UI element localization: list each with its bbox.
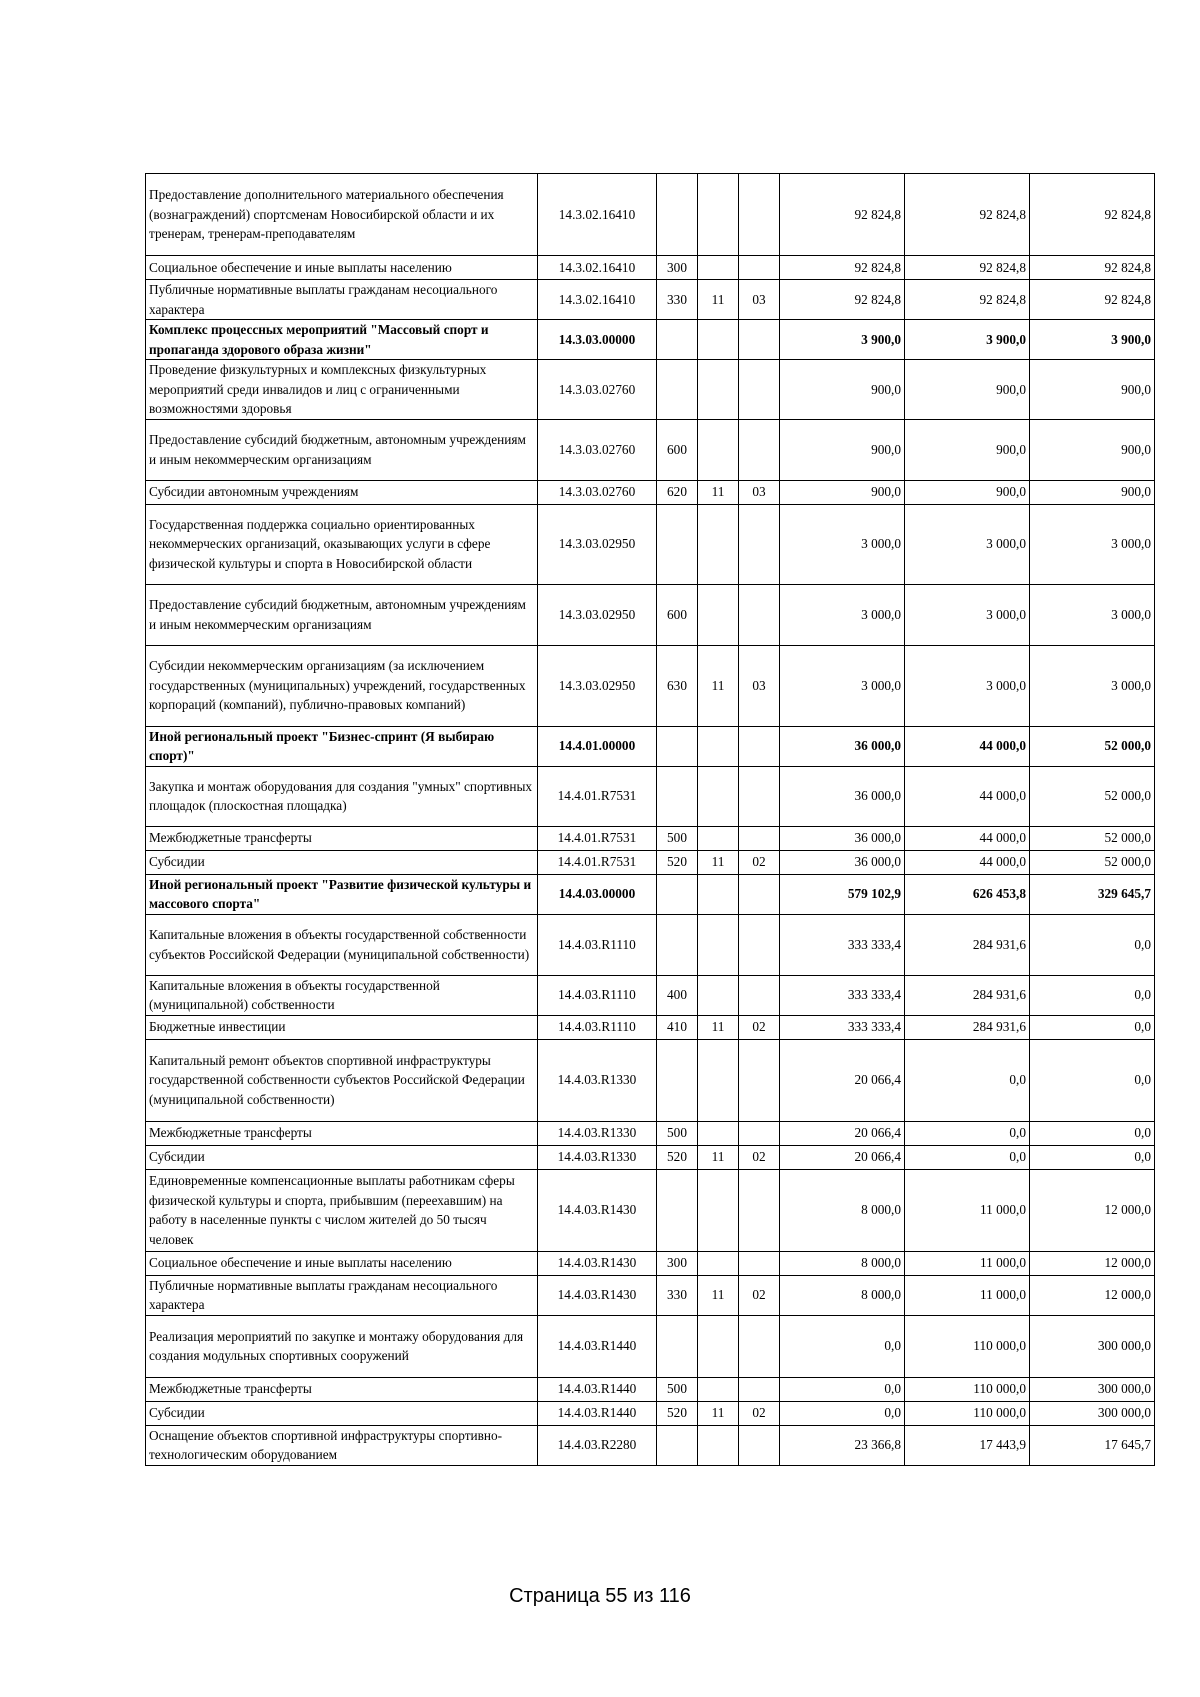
table-row xyxy=(146,766,1155,826)
row-amount-year2: 44 000,0 xyxy=(905,726,1030,766)
table-row xyxy=(146,360,1155,420)
row-amount-year1: 333 333,4 xyxy=(780,914,905,975)
row-section xyxy=(698,914,739,975)
row-code: 14.4.03.00000 xyxy=(538,874,657,914)
row-subsection: 03 xyxy=(739,480,780,504)
row-amount-year1: 333 333,4 xyxy=(780,975,905,1015)
row-amount-year3: 17 645,7 xyxy=(1030,1425,1155,1465)
row-section: 11 xyxy=(698,280,739,320)
row-amount-year3: 92 824,8 xyxy=(1030,280,1155,320)
row-amount-year2: 11 000,0 xyxy=(905,1169,1030,1251)
table-row xyxy=(146,280,1155,320)
row-expense-type: 300 xyxy=(657,1251,698,1275)
row-amount-year1: 900,0 xyxy=(780,419,905,480)
row-section xyxy=(698,975,739,1015)
row-subsection xyxy=(739,1039,780,1121)
row-section xyxy=(698,1377,739,1401)
row-code: 14.3.03.00000 xyxy=(538,320,657,360)
table-row xyxy=(146,1275,1155,1315)
row-expense-type xyxy=(657,874,698,914)
row-name: Иной региональный проект "Бизнес-спринт (Я выбираю спорт)" xyxy=(146,726,538,766)
row-amount-year3: 52 000,0 xyxy=(1030,850,1155,874)
row-code: 14.4.03.R1110 xyxy=(538,975,657,1015)
row-code: 14.4.03.R1440 xyxy=(538,1315,657,1377)
row-code: 14.4.03.R1110 xyxy=(538,914,657,975)
row-section: 11 xyxy=(698,1015,739,1039)
row-amount-year2: 44 000,0 xyxy=(905,850,1030,874)
row-amount-year1: 20 066,4 xyxy=(780,1039,905,1121)
row-expense-type: 600 xyxy=(657,584,698,645)
row-section: 11 xyxy=(698,645,739,726)
row-amount-year2: 900,0 xyxy=(905,419,1030,480)
row-amount-year1: 92 824,8 xyxy=(780,256,905,280)
row-amount-year1: 0,0 xyxy=(780,1315,905,1377)
row-section xyxy=(698,584,739,645)
row-amount-year2: 0,0 xyxy=(905,1145,1030,1169)
row-section xyxy=(698,1169,739,1251)
row-name: Публичные нормативные выплаты гражданам несоциального характера xyxy=(146,1275,538,1315)
row-expense-type: 330 xyxy=(657,280,698,320)
row-section xyxy=(698,256,739,280)
row-name: Реализация мероприятий по закупке и монтажу оборудования для создания модульных спортивных сооружений xyxy=(146,1315,538,1377)
row-subsection: 02 xyxy=(739,1015,780,1039)
row-section: 11 xyxy=(698,480,739,504)
row-code: 14.3.03.02950 xyxy=(538,504,657,584)
row-amount-year1: 3 000,0 xyxy=(780,645,905,726)
row-section: 11 xyxy=(698,1275,739,1315)
table-row xyxy=(146,726,1155,766)
row-expense-type xyxy=(657,1425,698,1465)
row-name: Субсидии некоммерческим организациям (за исключением государственных (муниципальных) учреждений, государственных корпораций (компаний), публично-правовых компаний) xyxy=(146,645,538,726)
row-amount-year3: 3 000,0 xyxy=(1030,645,1155,726)
row-amount-year2: 11 000,0 xyxy=(905,1275,1030,1315)
row-name: Субсидии xyxy=(146,1401,538,1425)
table-row xyxy=(146,1251,1155,1275)
row-name: Предоставление дополнительного материального обеспечения (вознаграждений) спортсменам Новосибирской области и их тренерам, тренерам-преподавателям xyxy=(146,174,538,256)
row-amount-year1: 92 824,8 xyxy=(780,174,905,256)
row-name: Государственная поддержка социально ориентированных некоммерческих организаций, оказывающих услуги в сфере физической культуры и спорта в Новосибирской области xyxy=(146,504,538,584)
row-section xyxy=(698,1251,739,1275)
row-code: 14.3.03.02950 xyxy=(538,584,657,645)
row-subsection xyxy=(739,874,780,914)
row-expense-type xyxy=(657,914,698,975)
row-amount-year3: 300 000,0 xyxy=(1030,1377,1155,1401)
page-number: Страница 55 из 116 xyxy=(509,1585,691,1607)
row-amount-year2: 110 000,0 xyxy=(905,1377,1030,1401)
row-section xyxy=(698,174,739,256)
row-amount-year1: 3 000,0 xyxy=(780,584,905,645)
table-row xyxy=(146,975,1155,1015)
row-code: 14.3.02.16410 xyxy=(538,174,657,256)
row-subsection xyxy=(739,1169,780,1251)
row-expense-type xyxy=(657,1169,698,1251)
row-amount-year3: 3 900,0 xyxy=(1030,320,1155,360)
row-subsection xyxy=(739,975,780,1015)
row-expense-type xyxy=(657,766,698,826)
table-row xyxy=(146,850,1155,874)
row-name: Субсидии xyxy=(146,850,538,874)
row-subsection: 03 xyxy=(739,280,780,320)
row-amount-year2: 11 000,0 xyxy=(905,1251,1030,1275)
row-code: 14.4.03.R1440 xyxy=(538,1377,657,1401)
row-amount-year3: 12 000,0 xyxy=(1030,1251,1155,1275)
row-code: 14.3.03.02760 xyxy=(538,360,657,420)
row-amount-year2: 0,0 xyxy=(905,1121,1030,1145)
row-subsection xyxy=(739,584,780,645)
row-section xyxy=(698,1121,739,1145)
row-amount-year2: 284 931,6 xyxy=(905,1015,1030,1039)
table-row xyxy=(146,1169,1155,1251)
row-subsection xyxy=(739,1315,780,1377)
budget-table-body xyxy=(146,174,1155,1466)
row-amount-year2: 17 443,9 xyxy=(905,1425,1030,1465)
row-code: 14.3.02.16410 xyxy=(538,256,657,280)
row-code: 14.4.03.R1330 xyxy=(538,1039,657,1121)
table-row xyxy=(146,480,1155,504)
row-amount-year1: 20 066,4 xyxy=(780,1121,905,1145)
row-amount-year3: 12 000,0 xyxy=(1030,1169,1155,1251)
row-expense-type xyxy=(657,360,698,420)
row-name: Публичные нормативные выплаты гражданам несоциального характера xyxy=(146,280,538,320)
row-amount-year3: 0,0 xyxy=(1030,1039,1155,1121)
table-row xyxy=(146,1121,1155,1145)
table-row xyxy=(146,645,1155,726)
row-amount-year3: 0,0 xyxy=(1030,1145,1155,1169)
row-subsection: 02 xyxy=(739,1401,780,1425)
row-subsection xyxy=(739,256,780,280)
row-amount-year3: 92 824,8 xyxy=(1030,256,1155,280)
row-amount-year3: 3 000,0 xyxy=(1030,504,1155,584)
table-row xyxy=(146,826,1155,850)
row-amount-year1: 333 333,4 xyxy=(780,1015,905,1039)
row-section xyxy=(698,360,739,420)
row-amount-year2: 284 931,6 xyxy=(905,975,1030,1015)
row-amount-year3: 92 824,8 xyxy=(1030,174,1155,256)
row-name: Межбюджетные трансферты xyxy=(146,826,538,850)
row-amount-year2: 3 000,0 xyxy=(905,504,1030,584)
row-subsection: 02 xyxy=(739,850,780,874)
row-code: 14.4.01.R7531 xyxy=(538,850,657,874)
row-amount-year2: 110 000,0 xyxy=(905,1401,1030,1425)
row-subsection: 02 xyxy=(739,1275,780,1315)
row-section: 11 xyxy=(698,1145,739,1169)
row-code: 14.3.03.02760 xyxy=(538,480,657,504)
table-row xyxy=(146,1145,1155,1169)
row-amount-year3: 52 000,0 xyxy=(1030,726,1155,766)
row-name: Предоставление субсидий бюджетным, автономным учреждениям и иным некоммерческим организациям xyxy=(146,584,538,645)
row-subsection xyxy=(739,419,780,480)
row-amount-year1: 8 000,0 xyxy=(780,1169,905,1251)
row-name: Закупка и монтаж оборудования для создания "умных" спортивных площадок (плоскостная площадка) xyxy=(146,766,538,826)
row-subsection xyxy=(739,1121,780,1145)
row-code: 14.4.03.R1110 xyxy=(538,1015,657,1039)
row-subsection xyxy=(739,174,780,256)
row-amount-year2: 44 000,0 xyxy=(905,826,1030,850)
row-name: Капитальные вложения в объекты государственной (муниципальной) собственности xyxy=(146,975,538,1015)
row-expense-type xyxy=(657,1315,698,1377)
row-expense-type: 500 xyxy=(657,826,698,850)
row-amount-year1: 36 000,0 xyxy=(780,850,905,874)
row-name: Капитальные вложения в объекты государственной собственности субъектов Российской Федерации (муниципальной собственности) xyxy=(146,914,538,975)
row-amount-year3: 0,0 xyxy=(1030,1015,1155,1039)
row-expense-type xyxy=(657,504,698,584)
row-amount-year2: 900,0 xyxy=(905,360,1030,420)
row-amount-year1: 0,0 xyxy=(780,1377,905,1401)
row-name: Социальное обеспечение и иные выплаты населению xyxy=(146,1251,538,1275)
row-subsection xyxy=(739,320,780,360)
row-amount-year2: 0,0 xyxy=(905,1039,1030,1121)
table-row xyxy=(146,1377,1155,1401)
row-code: 14.4.01.R7531 xyxy=(538,766,657,826)
row-amount-year2: 900,0 xyxy=(905,480,1030,504)
row-subsection xyxy=(739,1425,780,1465)
row-subsection xyxy=(739,766,780,826)
row-subsection xyxy=(739,1251,780,1275)
row-amount-year1: 36 000,0 xyxy=(780,826,905,850)
table-row xyxy=(146,174,1155,256)
row-subsection: 02 xyxy=(739,1145,780,1169)
row-amount-year2: 3 000,0 xyxy=(905,645,1030,726)
row-expense-type: 410 xyxy=(657,1015,698,1039)
table-row xyxy=(146,874,1155,914)
row-amount-year1: 3 000,0 xyxy=(780,504,905,584)
row-amount-year2: 92 824,8 xyxy=(905,280,1030,320)
row-amount-year3: 0,0 xyxy=(1030,914,1155,975)
budget-table xyxy=(145,173,1155,1466)
row-expense-type: 400 xyxy=(657,975,698,1015)
row-amount-year2: 284 931,6 xyxy=(905,914,1030,975)
row-amount-year1: 36 000,0 xyxy=(780,766,905,826)
row-name: Межбюджетные трансферты xyxy=(146,1121,538,1145)
row-name: Бюджетные инвестиции xyxy=(146,1015,538,1039)
row-expense-type xyxy=(657,1039,698,1121)
row-amount-year3: 900,0 xyxy=(1030,360,1155,420)
row-expense-type: 330 xyxy=(657,1275,698,1315)
row-code: 14.4.03.R1430 xyxy=(538,1251,657,1275)
row-expense-type: 300 xyxy=(657,256,698,280)
row-amount-year1: 900,0 xyxy=(780,480,905,504)
table-row xyxy=(146,584,1155,645)
row-amount-year1: 92 824,8 xyxy=(780,280,905,320)
row-section: 11 xyxy=(698,1401,739,1425)
row-code: 14.4.03.R1430 xyxy=(538,1169,657,1251)
row-expense-type: 520 xyxy=(657,1145,698,1169)
row-amount-year3: 3 000,0 xyxy=(1030,584,1155,645)
row-section xyxy=(698,1315,739,1377)
row-expense-type: 500 xyxy=(657,1377,698,1401)
row-amount-year3: 900,0 xyxy=(1030,480,1155,504)
row-expense-type: 600 xyxy=(657,419,698,480)
row-amount-year1: 20 066,4 xyxy=(780,1145,905,1169)
row-amount-year2: 110 000,0 xyxy=(905,1315,1030,1377)
row-name: Субсидии автономным учреждениям xyxy=(146,480,538,504)
row-section xyxy=(698,1039,739,1121)
row-name: Предоставление субсидий бюджетным, автономным учреждениям и иным некоммерческим организациям xyxy=(146,419,538,480)
row-code: 14.4.01.R7531 xyxy=(538,826,657,850)
row-expense-type: 500 xyxy=(657,1121,698,1145)
row-amount-year1: 36 000,0 xyxy=(780,726,905,766)
row-amount-year3: 52 000,0 xyxy=(1030,826,1155,850)
row-amount-year3: 0,0 xyxy=(1030,1121,1155,1145)
row-expense-type xyxy=(657,726,698,766)
table-row xyxy=(146,1425,1155,1465)
row-amount-year1: 900,0 xyxy=(780,360,905,420)
row-subsection xyxy=(739,826,780,850)
row-code: 14.4.01.00000 xyxy=(538,726,657,766)
row-amount-year1: 0,0 xyxy=(780,1401,905,1425)
row-section xyxy=(698,320,739,360)
row-subsection: 03 xyxy=(739,645,780,726)
table-row xyxy=(146,914,1155,975)
row-expense-type xyxy=(657,174,698,256)
row-amount-year1: 579 102,9 xyxy=(780,874,905,914)
row-section xyxy=(698,874,739,914)
row-amount-year1: 3 900,0 xyxy=(780,320,905,360)
row-amount-year2: 92 824,8 xyxy=(905,174,1030,256)
row-expense-type: 620 xyxy=(657,480,698,504)
row-name: Межбюджетные трансферты xyxy=(146,1377,538,1401)
table-row xyxy=(146,419,1155,480)
row-amount-year2: 3 000,0 xyxy=(905,584,1030,645)
row-amount-year3: 0,0 xyxy=(1030,975,1155,1015)
table-row xyxy=(146,504,1155,584)
row-name: Комплекс процессных мероприятий "Массовый спорт и пропаганда здорового образа жизни" xyxy=(146,320,538,360)
row-subsection xyxy=(739,914,780,975)
row-code: 14.3.03.02950 xyxy=(538,645,657,726)
row-section xyxy=(698,504,739,584)
row-expense-type: 630 xyxy=(657,645,698,726)
row-code: 14.4.03.R2280 xyxy=(538,1425,657,1465)
row-name: Социальное обеспечение и иные выплаты населению xyxy=(146,256,538,280)
row-amount-year3: 300 000,0 xyxy=(1030,1315,1155,1377)
row-name: Субсидии xyxy=(146,1145,538,1169)
row-subsection xyxy=(739,1377,780,1401)
row-amount-year2: 92 824,8 xyxy=(905,256,1030,280)
row-section: 11 xyxy=(698,850,739,874)
row-expense-type: 520 xyxy=(657,1401,698,1425)
row-amount-year1: 8 000,0 xyxy=(780,1251,905,1275)
row-expense-type xyxy=(657,320,698,360)
table-row xyxy=(146,320,1155,360)
row-section xyxy=(698,726,739,766)
row-code: 14.4.03.R1430 xyxy=(538,1275,657,1315)
table-row xyxy=(146,1039,1155,1121)
row-amount-year1: 8 000,0 xyxy=(780,1275,905,1315)
row-amount-year3: 52 000,0 xyxy=(1030,766,1155,826)
row-subsection xyxy=(739,360,780,420)
row-section xyxy=(698,419,739,480)
row-amount-year3: 329 645,7 xyxy=(1030,874,1155,914)
row-amount-year3: 12 000,0 xyxy=(1030,1275,1155,1315)
table-row xyxy=(146,1401,1155,1425)
table-row xyxy=(146,1015,1155,1039)
row-section xyxy=(698,766,739,826)
row-name: Проведение физкультурных и комплексных физкультурных мероприятий среди инвалидов и лиц с ограниченными возможностями здоровья xyxy=(146,360,538,420)
row-amount-year2: 44 000,0 xyxy=(905,766,1030,826)
row-amount-year3: 900,0 xyxy=(1030,419,1155,480)
row-expense-type: 520 xyxy=(657,850,698,874)
row-name: Оснащение объектов спортивной инфраструктуры спортивно-технологическим оборудованием xyxy=(146,1425,538,1465)
row-amount-year2: 626 453,8 xyxy=(905,874,1030,914)
row-name: Иной региональный проект "Развитие физической культуры и массового спорта" xyxy=(146,874,538,914)
row-code: 14.4.03.R1330 xyxy=(538,1145,657,1169)
row-code: 14.4.03.R1330 xyxy=(538,1121,657,1145)
row-amount-year2: 3 900,0 xyxy=(905,320,1030,360)
row-code: 14.3.02.16410 xyxy=(538,280,657,320)
row-amount-year3: 300 000,0 xyxy=(1030,1401,1155,1425)
row-subsection xyxy=(739,504,780,584)
table-row xyxy=(146,1315,1155,1377)
row-section xyxy=(698,1425,739,1465)
row-amount-year1: 23 366,8 xyxy=(780,1425,905,1465)
row-subsection xyxy=(739,726,780,766)
row-name: Капитальный ремонт объектов спортивной инфраструктуры государственной собственности субъектов Российской Федерации (муниципальной собственности) xyxy=(146,1039,538,1121)
row-code: 14.4.03.R1440 xyxy=(538,1401,657,1425)
row-code: 14.3.03.02760 xyxy=(538,419,657,480)
table-row xyxy=(146,256,1155,280)
row-section xyxy=(698,826,739,850)
row-name: Единовременные компенсационные выплаты работникам сферы физической культуры и спорта, прибывшим (переехавшим) на работу в населенные пункты с числом жителей до 50 тысяч человек xyxy=(146,1169,538,1251)
